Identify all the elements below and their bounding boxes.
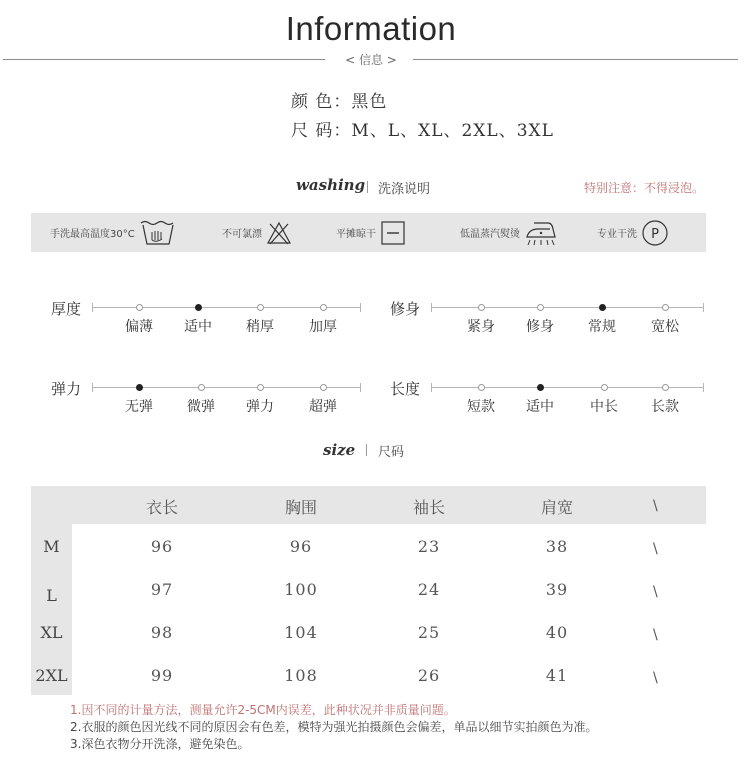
page-title: Information	[285, 10, 457, 47]
scale-dot-selected	[599, 304, 606, 311]
table-header: 肩宽	[540, 498, 573, 517]
washing-title-cn: 洗涤说明	[378, 182, 431, 197]
size-row-label: M	[43, 537, 60, 556]
table-cell: 104	[284, 623, 318, 642]
scale-tick	[703, 303, 704, 312]
scale-dot	[537, 304, 544, 311]
scale-option: 常规	[588, 319, 616, 335]
scale-tick	[431, 303, 432, 312]
scale-dot	[662, 304, 669, 311]
table-cell: 23	[417, 537, 441, 556]
table-cell: 39	[545, 580, 569, 599]
scale-tick	[360, 303, 361, 312]
scale-option: 微弹	[187, 399, 215, 415]
scale-dot	[136, 304, 143, 311]
scale-option: 适中	[184, 319, 212, 335]
scale-dot	[601, 384, 608, 391]
color-label: 颜 色：	[291, 92, 352, 112]
table-cell: 40	[545, 623, 569, 642]
table-header-slash: \	[653, 498, 658, 514]
care-item-dry-clean	[597, 213, 669, 252]
hand-wash-icon	[139, 220, 177, 246]
note-1: 1.因不同的计量方法，测量允许2-5CM内误差，此种状况并非质量问题。	[70, 703, 456, 717]
table-cell: 25	[417, 623, 441, 642]
scale-dot	[198, 384, 205, 391]
scale-tick	[703, 383, 704, 392]
table-cell: 24	[417, 580, 441, 599]
size-row-label: 2XL	[35, 666, 68, 685]
scale-option: 长款	[651, 399, 679, 415]
table-cell: 100	[284, 580, 318, 599]
scale-dot	[478, 304, 485, 311]
scale-dot	[662, 384, 669, 391]
table-header: 胸围	[284, 498, 317, 517]
washing-note: 特别注意：不得浸泡。	[584, 181, 705, 195]
care-label: 手洗最高温度30°C	[50, 229, 135, 240]
scale-option: 中长	[590, 399, 618, 415]
scale-label: 弹力	[51, 380, 82, 398]
care-label: 专业干洗	[597, 229, 637, 240]
table-header: 衣长	[145, 498, 178, 517]
table-cell: 41	[545, 666, 569, 685]
scale-label: 长度	[390, 380, 421, 398]
table-cell: 108	[284, 666, 318, 685]
care-item-iron	[460, 213, 558, 252]
size-spec	[291, 116, 554, 141]
table-cell: 97	[150, 580, 174, 599]
svg-text:P: P	[651, 226, 659, 242]
scale-dot	[478, 384, 485, 391]
scale-dot-selected	[195, 304, 202, 311]
care-item-dry-flat	[336, 213, 406, 252]
color-value: 黑色	[351, 92, 388, 112]
size-divider	[366, 444, 367, 456]
note-2: 2.衣服的颜色因光线不同的原因会有色差，模特为强光拍摄颜色会偏差，单品以细节实拍颜色为准。	[70, 720, 598, 734]
dry-flat-icon	[380, 220, 406, 246]
care-label: 平摊晾干	[336, 229, 376, 240]
washing-divider	[367, 181, 368, 193]
care-item-no-bleach	[222, 213, 292, 252]
care-label: 不可氯漂	[222, 229, 262, 240]
scale-option: 超弹	[309, 399, 337, 415]
size-row-label: XL	[40, 623, 63, 642]
table-cell: 26	[417, 666, 441, 685]
size-label: 尺 码：	[291, 121, 352, 141]
size-value: M、L、XL、2XL、3XL	[351, 121, 554, 141]
table-header: 袖长	[412, 498, 445, 517]
table-cell: 96	[150, 537, 174, 556]
scale-tick	[360, 383, 361, 392]
care-item-hand-wash	[50, 213, 177, 252]
size-title-cn: 尺码	[378, 445, 405, 460]
scale-tick	[92, 383, 93, 392]
no-bleach-icon	[266, 220, 292, 246]
scale-tick	[431, 383, 432, 392]
scale-option: 偏薄	[125, 319, 153, 335]
scale-tick	[92, 303, 93, 312]
care-label: 低温蒸汽熨烫	[460, 229, 520, 240]
scale-option: 稍厚	[246, 319, 274, 335]
table-cell-slash: \	[653, 541, 658, 557]
dry-clean-p-icon	[641, 219, 669, 247]
size-title-en: size	[323, 441, 356, 459]
scale-dot	[257, 384, 264, 391]
scale-dot	[320, 384, 327, 391]
scale-dot	[320, 304, 327, 311]
page-subtitle: < 信息 >	[0, 51, 742, 68]
iron-low-steam-icon	[524, 219, 558, 247]
scale-option: 无弹	[125, 399, 153, 415]
table-cell-slash: \	[653, 627, 658, 643]
table-cell-slash: \	[653, 584, 658, 600]
table-cell: 96	[289, 537, 313, 556]
scale-label: 厚度	[51, 300, 82, 318]
scale-dot-selected	[537, 384, 544, 391]
scale-option: 加厚	[309, 319, 337, 335]
scale-option: 弹力	[246, 399, 274, 415]
washing-title-en: washing	[296, 176, 366, 194]
table-cell: 99	[150, 666, 174, 685]
scale-dot	[257, 304, 264, 311]
color-spec	[291, 87, 387, 112]
scale-option: 修身	[526, 319, 554, 335]
scale-dot-selected	[136, 384, 143, 391]
table-cell: 38	[545, 537, 569, 556]
size-row-label: L	[46, 586, 57, 605]
scale-option: 适中	[526, 399, 554, 415]
scale-option: 短款	[467, 399, 495, 415]
note-3: 3.深色衣物分开洗涤，避免染色。	[70, 737, 250, 751]
care-instructions-bar	[31, 213, 706, 252]
scale-label: 修身	[390, 300, 421, 318]
scale-option: 紧身	[467, 319, 495, 335]
table-cell-slash: \	[653, 670, 658, 686]
table-cell: 98	[150, 623, 174, 642]
scale-option: 宽松	[651, 319, 679, 335]
